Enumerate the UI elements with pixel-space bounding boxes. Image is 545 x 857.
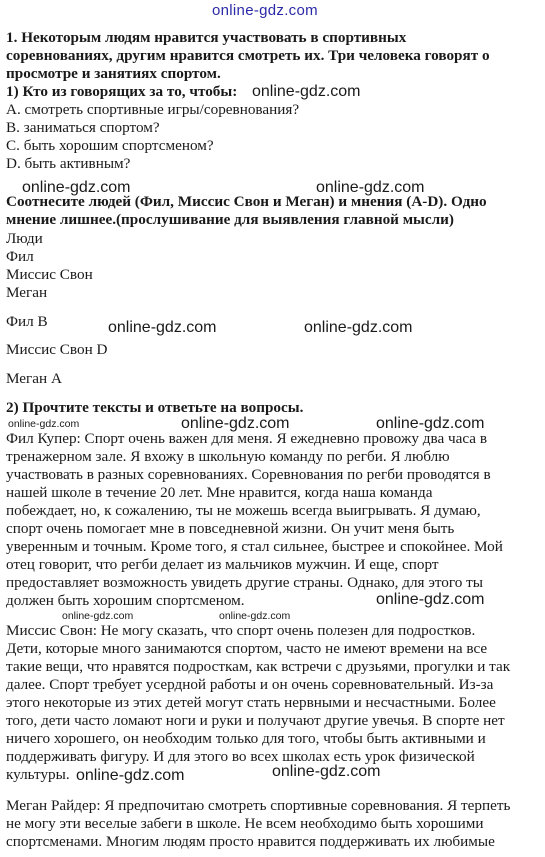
watermark-small: online-gdz.com [219, 610, 291, 622]
task1-heading-line: 1. Некоторым людям нравится участвовать в спортивных [6, 29, 407, 46]
answer-megan: Меган A [6, 370, 62, 387]
task1-heading-line: соревнованиях, другим нравится смотреть их. Три человека говорят о [6, 47, 490, 64]
option-c: C. быть хорошим спортсменом? [6, 137, 214, 154]
phil-text-line: Фил Купер: Спорт очень важен для меня. Я ежедневно провожу два часа в [6, 430, 488, 447]
person-megan: Меган [6, 284, 48, 301]
swan-text-line: Дети, которые много занимаются спортом, часто не имеют времени на все [6, 640, 488, 657]
match-instruction-line: Соотнесите людей (Фил, Миссис Свон и Меган) и мнения (A-D). Одно [6, 193, 487, 210]
option-b: B. заниматься спортом? [6, 119, 160, 136]
phil-text-line: побеждает, но, к сожалению, ты не можешь всегда выигрывать. Я думаю, [6, 502, 481, 519]
option-d: D. быть активным? [6, 155, 131, 172]
answer-swan: Миссис Свон D [6, 341, 108, 358]
watermark-small: online-gdz.com [62, 610, 134, 622]
task1-heading-line: просмотре и занятиях спортом. [6, 65, 221, 82]
watermark: online-gdz.com [108, 319, 217, 336]
match-instruction-line: мнение лишнее.(прослушивание для выявления главной мысли) [6, 211, 454, 228]
watermark: online-gdz.com [376, 415, 485, 432]
phil-text-line: предоставляет возможность увидеть другие страны. Однако, для этого ты [6, 574, 483, 591]
megan-text-line: не могу эти веселые забеги в школе. Не всем необходимо быть хорошими [6, 815, 484, 832]
person-swan: Миссис Свон [6, 266, 93, 283]
phil-text-line: нашей школе в течение 20 лет. Мне нравится, когда наша команда [6, 484, 433, 501]
watermark: online-gdz.com [252, 83, 361, 100]
watermark-small: online-gdz.com [8, 418, 80, 430]
megan-text-line: спортсменами. Многим людям просто нравится поддерживать их любимые [6, 833, 495, 850]
swan-text-line: ничего хорошего, он необходим только для того, чтобы быть активными и [6, 730, 486, 747]
swan-text-line: поддерживать фигуру. И для этого во всех школах есть урок физической [6, 748, 475, 765]
swan-text-line: культуры. [6, 766, 70, 783]
phil-text-line: уверенным и точным. Кроме того, я стал сильнее, быстрее и спокойнее. Мой [6, 538, 503, 555]
watermark: online-gdz.com [22, 179, 131, 196]
task2-heading: 2) Прочтите тексты и ответьте на вопросы. [6, 399, 304, 416]
task1-question: 1) Кто из говорящих за то, чтобы: [6, 83, 238, 100]
watermark-top: online-gdz.com [212, 2, 318, 19]
swan-text-line: этого некоторые из этих детей могут стать нервными и несчастными. Более [6, 694, 496, 711]
answer-phil: Фил B [6, 313, 48, 330]
swan-text-line: Миссис Свон: Не могу сказать, что спорт очень полезен для подростков. [6, 622, 476, 639]
person-phil: Фил [6, 248, 34, 265]
watermark: online-gdz.com [76, 767, 185, 784]
watermark: online-gdz.com [304, 319, 413, 336]
people-header: Люди [6, 230, 43, 247]
phil-text-line: отец говорит, что регби делает из мальчиков мужчин. И еще, спорт [6, 556, 439, 573]
watermark: online-gdz.com [316, 179, 425, 196]
phil-text-line: должен быть хорошим спортсменом. [6, 592, 245, 609]
watermark: online-gdz.com [181, 415, 290, 432]
phil-text-line: спорт очень помогает мне в повседневной жизни. Он учит меня быть [6, 520, 455, 537]
swan-text-line: далее. Спорт требует усердной работы и он очень соревновательный. Из-за [6, 676, 494, 693]
watermark: online-gdz.com [272, 763, 381, 780]
megan-text-line: Меган Райдер: Я предпочитаю смотреть спортивные соревнования. Я терпеть [6, 797, 511, 814]
option-a: A. смотреть спортивные игры/соревнования? [6, 101, 300, 118]
swan-text-line: такие вещи, что нравятся подросткам, как встречи с друзьями, прогулки и так [6, 658, 511, 675]
phil-text-line: тренажерном зале. Я вхожу в школьную команду по регби. Я люблю [6, 448, 450, 465]
phil-text-line: участвовать в разных соревнованиях. Соревнования по регби проводятся в [6, 466, 491, 483]
swan-text-line: того, дети часто ломают ноги и руки и получают другие увечья. В спорте нет [6, 712, 505, 729]
watermark: online-gdz.com [376, 591, 485, 608]
